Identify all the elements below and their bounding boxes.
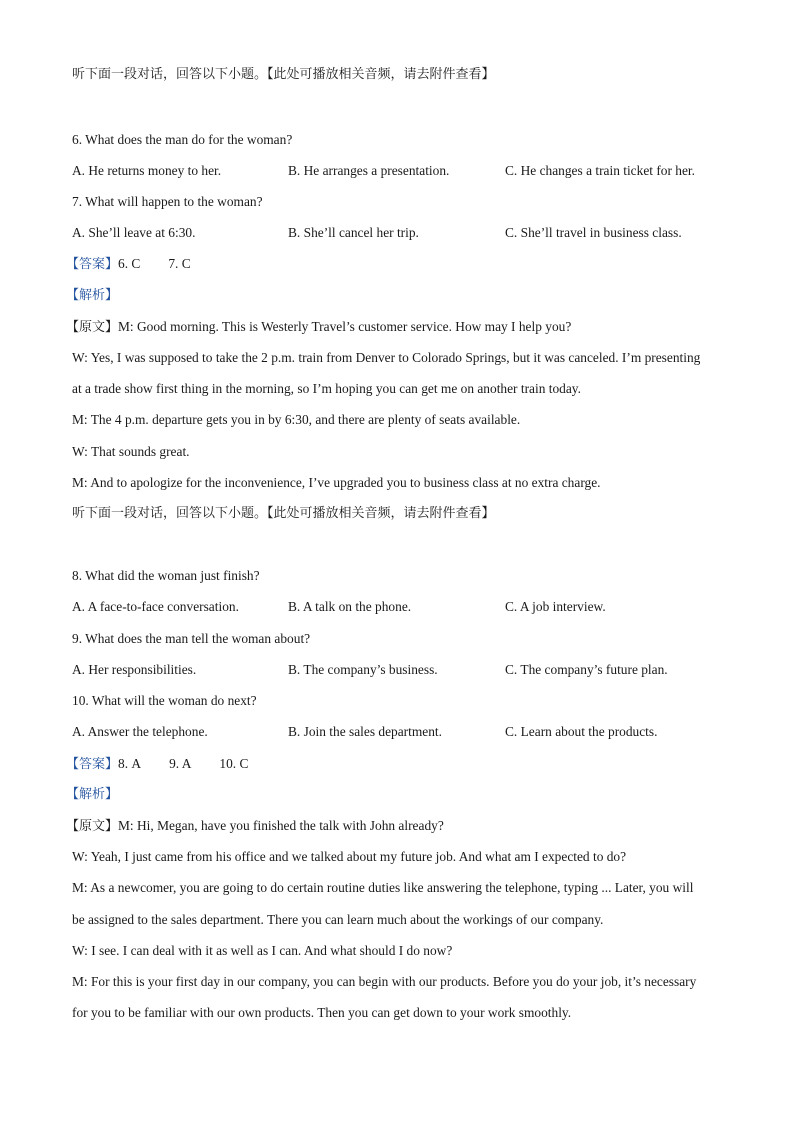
transcript-line: M: The 4 p.m. departure gets you in by 6:30, and there are plenty of seats available. [72, 412, 521, 427]
answer-10: 10. C [219, 756, 249, 771]
question-10-option-a: A. Answer the telephone. [72, 724, 208, 739]
question-9-option-b: B. The company’s business. [288, 662, 438, 677]
answer-label: 【答案】 [66, 757, 119, 772]
transcript-line: be assigned to the sales department. There you can learn much about the workings of our company. [72, 912, 604, 927]
transcript-line: for you to be familiar with our own products. Then you can get down to your work smoothly. [72, 1005, 572, 1020]
question-9-stem: 9. What does the man tell the woman about? [72, 631, 311, 646]
transcript-line: M: For this is your first day in our company, you can begin with our products. Before you do your job, it’s necessary [72, 974, 697, 989]
question-7-option-c: C. She’ll travel in business class. [505, 225, 682, 240]
question-7-option-a: A. She’ll leave at 6:30. [72, 225, 196, 240]
question-7-stem: 7. What will happen to the woman? [72, 194, 263, 209]
transcript-line: 【原文】M: Hi, Megan, have you finished the talk with John already? [66, 818, 444, 834]
question-9-option-a: A. Her responsibilities. [72, 662, 197, 677]
answer-line [66, 255, 191, 274]
transcript-line: M: And to apologize for the inconvenience, I’ve upgraded you to business class at no extra charge. [72, 475, 601, 490]
question-8-option-a: A. A face-to-face conversation. [72, 599, 239, 614]
question-6-stem: 6. What does the man do for the woman? [72, 132, 293, 147]
analysis-label: 【解析】 [66, 787, 119, 802]
transcript-line: W: Yeah, I just came from his office and we talked about my future job. And what am I expected to do? [72, 849, 627, 864]
transcript-label: 【原文】 [66, 320, 119, 335]
transcript-line: W: Yes, I was supposed to take the 2 p.m. train from Denver to Colorado Springs, but it was canceled. I’m presenting [72, 350, 701, 365]
question-10-option-c: C. Learn about the products. [505, 724, 658, 739]
question-6-option-c: C. He changes a train ticket for her. [505, 163, 695, 178]
section-instruction: 听下面一段对话，回答以下小题。【此处可播放相关音频，请去附件查看】 [72, 506, 495, 521]
question-6-option-a: A. He returns money to her. [72, 163, 222, 178]
transcript-label: 【原文】 [66, 819, 119, 834]
section-instruction: 听下面一段对话，回答以下小题。【此处可播放相关音频，请去附件查看】 [72, 67, 495, 82]
answer-line [66, 755, 248, 774]
answer-6: 6. C [118, 256, 141, 271]
transcript-line: W: I see. I can deal with it as well as I can. And what should I do now? [72, 943, 453, 958]
answer-8: 8. A [118, 756, 142, 771]
answer-label: 【答案】 [66, 257, 119, 272]
transcript-line: at a trade show first thing in the morning, so I’m hoping you can get me on another train today. [72, 381, 581, 396]
question-7-option-b: B. She’ll cancel her trip. [288, 225, 419, 240]
transcript-line: 【原文】M: Good morning. This is Westerly Travel’s customer service. How may I help you? [66, 319, 572, 335]
transcript-line: W: That sounds great. [72, 444, 190, 459]
question-10-stem: 10. What will the woman do next? [72, 693, 257, 708]
analysis-label: 【解析】 [66, 288, 119, 303]
question-8-stem: 8. What did the woman just finish? [72, 568, 260, 583]
question-9-option-c: C. The company’s future plan. [505, 662, 668, 677]
answer-7: 7. C [168, 256, 191, 271]
answer-9: 9. A [169, 756, 192, 771]
question-10-option-b: B. Join the sales department. [288, 724, 442, 739]
transcript-line: M: As a newcomer, you are going to do certain routine duties like answering the telephone, typing ... Later, you will [72, 880, 694, 895]
question-8-option-b: B. A talk on the phone. [288, 599, 412, 614]
question-6-option-b: B. He arranges a presentation. [288, 163, 450, 178]
question-8-option-c: C. A job interview. [505, 599, 606, 614]
